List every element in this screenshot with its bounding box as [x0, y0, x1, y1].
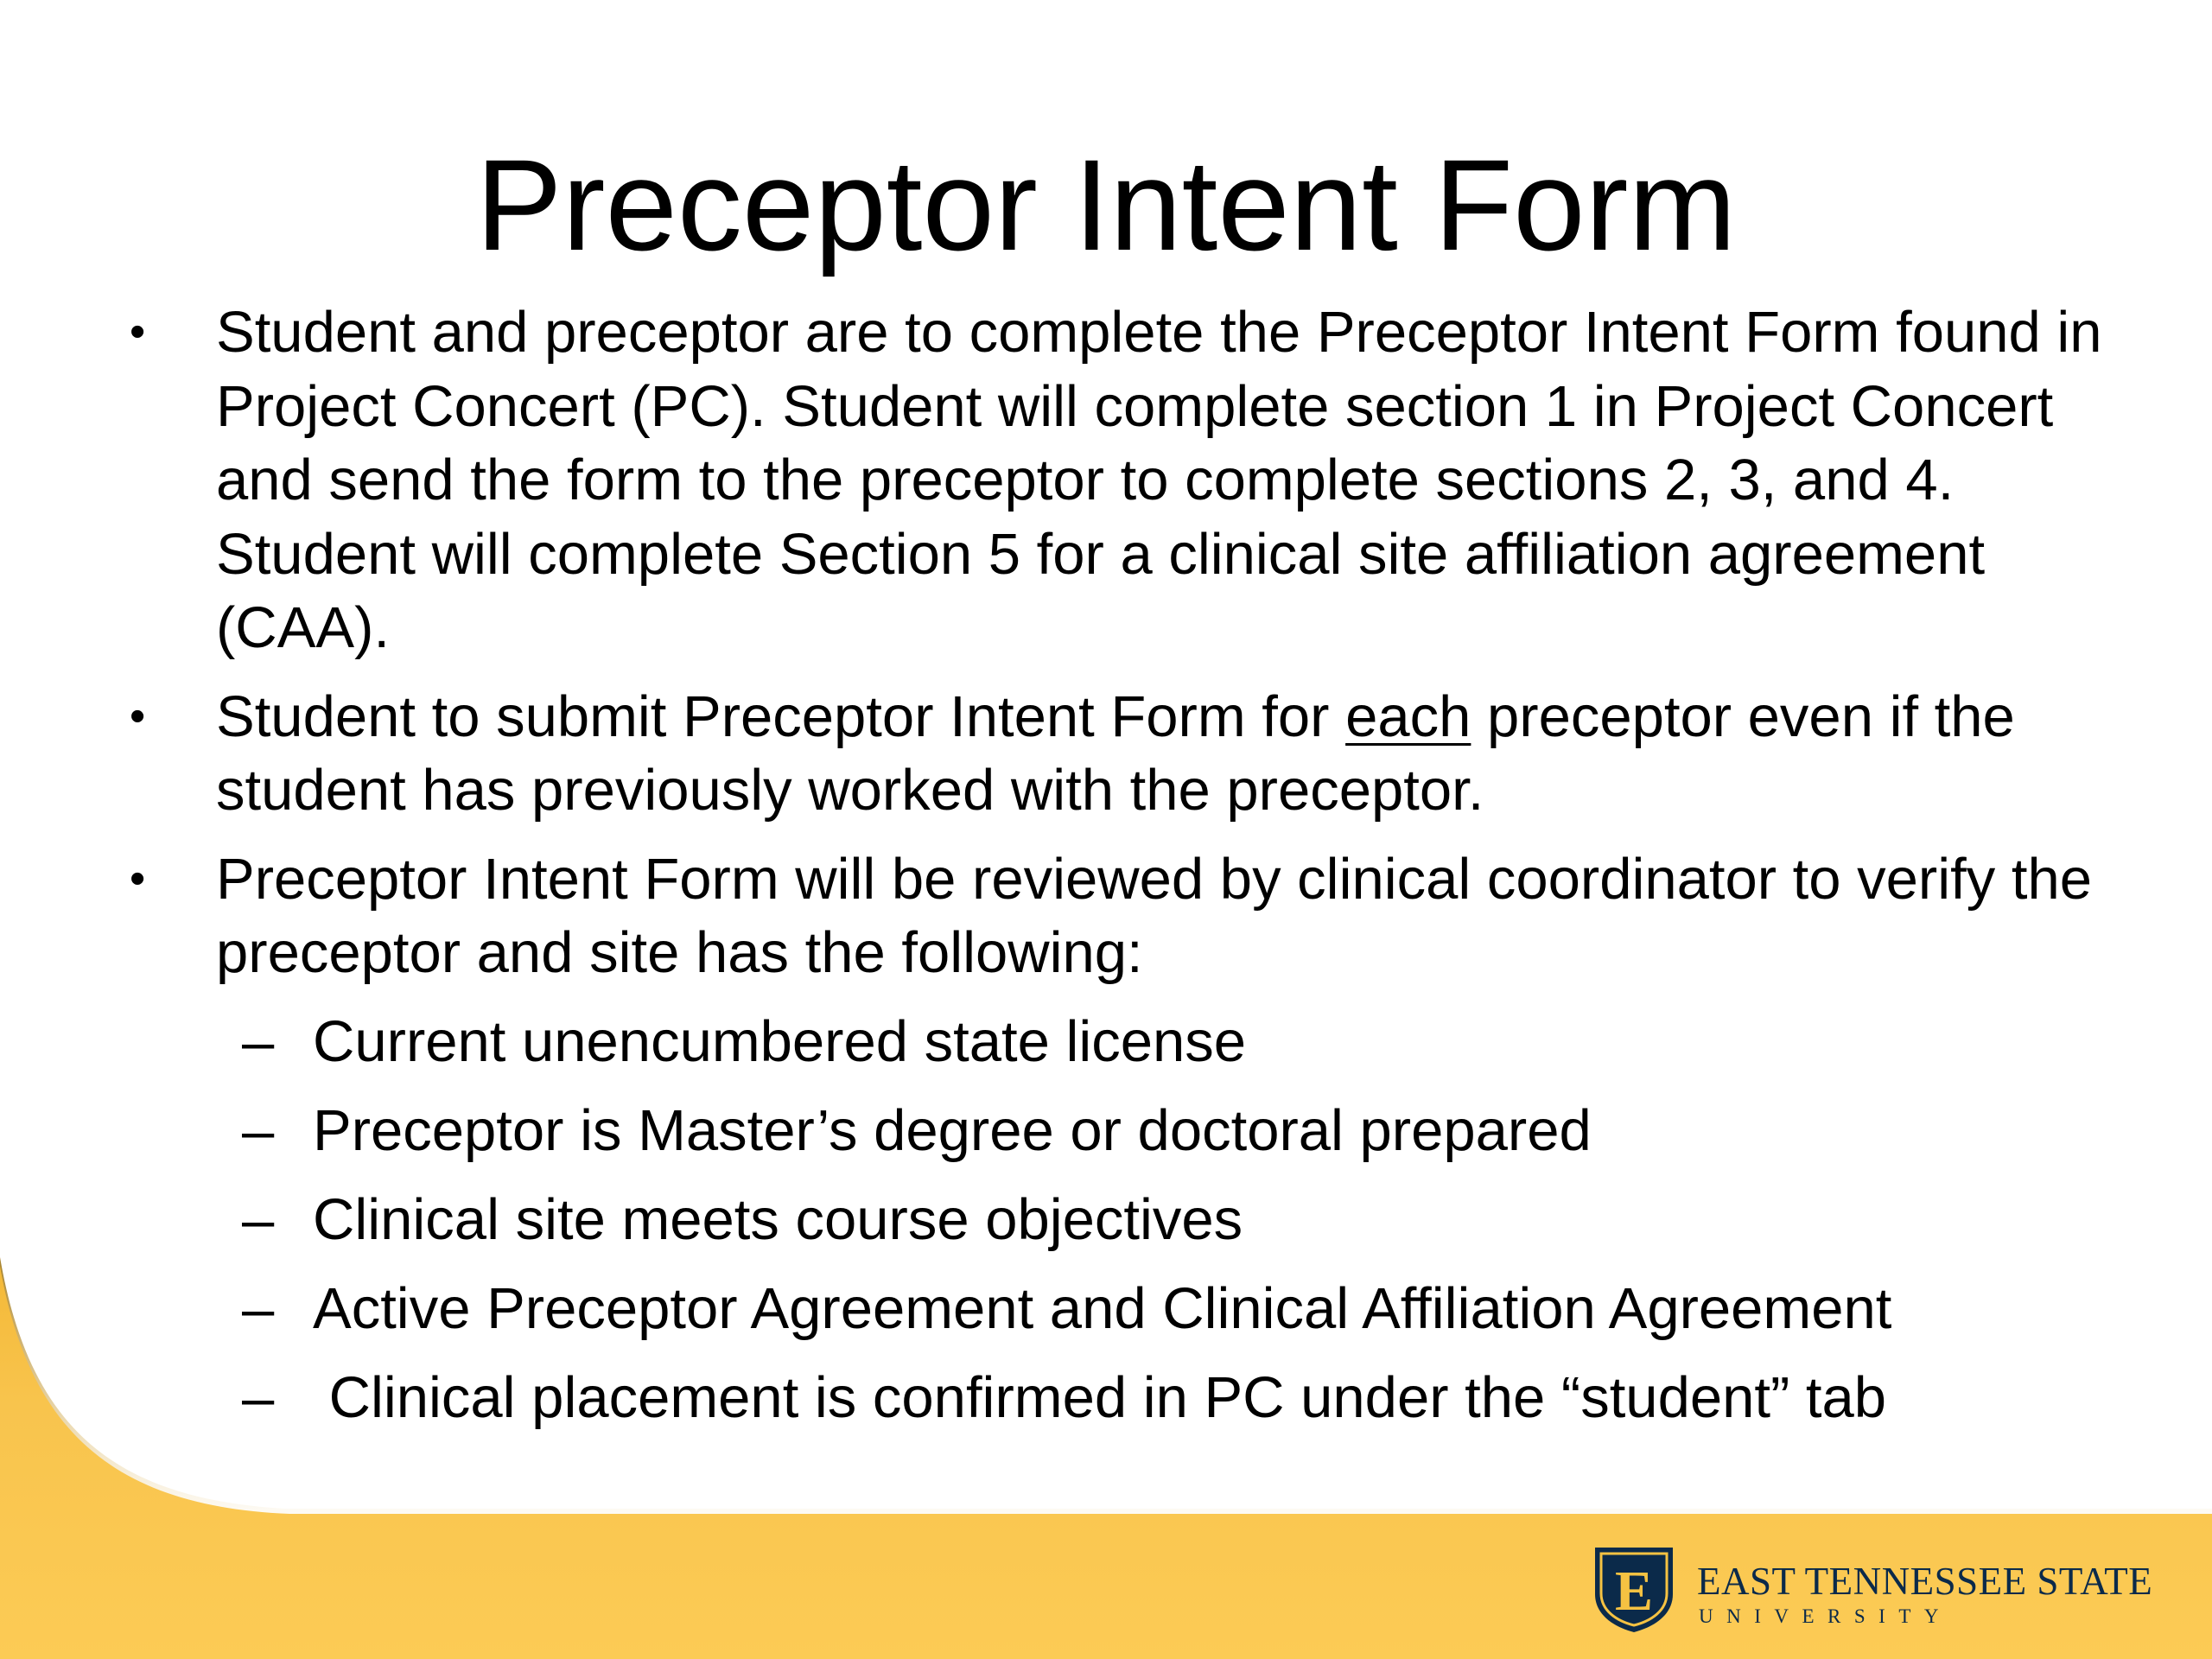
sub-item-text: Current unencumbered state license	[313, 1008, 1247, 1074]
bullet-text: Student and preceptor are to complete the Preceptor Intent Form found in Project Concert (PC). Student will complete section 1 in Project Concert and send the form to the preceptor to complete sections 2, 3, and 4. Student will complete Section 5 for a clinical site affiliation agreement (CAA).	[216, 300, 2102, 660]
sub-bullet-marker: –	[242, 1097, 275, 1163]
bullet-marker: •	[130, 307, 146, 357]
shield-letter: E	[1614, 1560, 1654, 1623]
sub-item-text: Active Preceptor Agreement and Clinical Affiliation Agreement	[313, 1275, 1892, 1341]
etsu-logo	[1590, 1541, 2153, 1636]
requirement-sublist	[130, 1005, 2117, 1435]
sub-bullet-marker: –	[242, 1275, 275, 1341]
sub-list-item	[130, 1361, 2117, 1435]
sub-bullet-marker: –	[242, 1186, 275, 1252]
sub-item-text: Clinical placement is confirmed in PC under the “student” tab	[313, 1364, 1887, 1430]
bullet-text-before: Student to submit Preceptor Intent Form for	[216, 683, 1346, 749]
bullet-marker: •	[130, 853, 146, 904]
etsu-shield-icon	[1590, 1544, 1678, 1634]
bullet-text: Preceptor Intent Form will be reviewed by clinical coordinator to verify the preceptor and site has the following:	[216, 846, 2092, 985]
sub-bullet-marker: –	[242, 1008, 275, 1074]
logo-name: EAST TENNESSEE STATE	[1697, 1560, 2153, 1603]
bullet-text-after: preceptor even if the student has previously worked with the preceptor.	[216, 683, 2015, 823]
bullet-marker: •	[130, 690, 146, 741]
logo-subtitle: UNIVERSITY	[1699, 1605, 1952, 1627]
slide-title: Preceptor Intent Form	[475, 132, 1737, 277]
sub-list-item	[130, 1094, 2117, 1168]
bullet-item	[130, 842, 2117, 990]
sub-list-item	[130, 1272, 2117, 1346]
bullet-text	[216, 684, 2015, 823]
bullet-item	[130, 680, 2117, 828]
sub-item-text: Clinical site meets course objectives	[313, 1186, 1243, 1252]
emphasis-underlined: each	[1345, 683, 1471, 749]
sub-bullet-marker: –	[242, 1364, 275, 1430]
sub-item-text: Preceptor is Master’s degree or doctoral prepared	[313, 1097, 1592, 1163]
sub-list-item	[130, 1183, 2117, 1257]
bullet-item	[130, 296, 2117, 665]
bullet-list	[130, 296, 2117, 1450]
sub-list-item	[130, 1005, 2117, 1079]
